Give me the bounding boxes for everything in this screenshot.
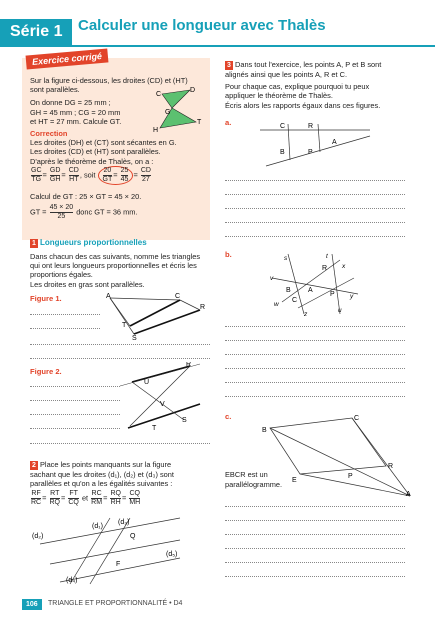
label-R: R — [186, 362, 192, 368]
answer-line[interactable] — [225, 222, 405, 223]
label-R: R — [388, 463, 394, 470]
correction-line: Les droites (DH) et (CT) sont sécantes en G. — [30, 138, 177, 148]
label-R: R — [322, 265, 328, 272]
statement-line: GH = 45 mm ; CG = 20 mm — [30, 107, 121, 117]
label-B: B — [262, 427, 267, 434]
figure-1 — [100, 290, 210, 342]
ex3-line: Écris alors les rapports égaux dans ces figures. — [225, 100, 381, 110]
case-c-label: c. — [225, 412, 232, 421]
label-y: y — [350, 293, 354, 300]
label-C: C — [354, 415, 360, 422]
answer-line[interactable] — [225, 562, 405, 563]
answer-line[interactable] — [225, 506, 405, 507]
correction-line: D'après le théorème de Thalès, on a : — [30, 156, 154, 166]
answer-line[interactable] — [30, 314, 100, 315]
answer-line[interactable] — [30, 443, 210, 444]
label-x: x — [342, 263, 346, 270]
header-rule — [0, 45, 435, 47]
ex1-heading — [30, 238, 147, 248]
answer-line[interactable] — [225, 382, 405, 383]
label-B: B — [280, 149, 285, 156]
label-A: A — [308, 287, 313, 294]
ex2-figure — [30, 514, 190, 586]
statement-line: sont parallèles. — [30, 85, 80, 95]
ex2-line: sachant que les droites (d₁), (d₂) et (d₃) sont — [30, 470, 174, 479]
label-d5: (d₅) — [166, 551, 178, 558]
ex1-title: Longueurs proportionnelles — [40, 238, 147, 247]
answer-line[interactable] — [225, 340, 405, 341]
figure-2 — [110, 362, 210, 432]
answer-line[interactable] — [30, 344, 210, 345]
answer-line[interactable] — [30, 358, 210, 359]
statement-line: On donne DG = 25 mm ; — [30, 98, 111, 108]
series-tab: Série 1 — [0, 19, 72, 45]
ex2-line: parallèles et qu'on a les égalités suivantes : — [30, 479, 173, 489]
label-A: A — [106, 293, 111, 300]
label-d1: (d₁) — [92, 523, 103, 530]
ex1-line: proportions égales. — [30, 270, 93, 280]
answer-line[interactable] — [225, 236, 405, 237]
label-w: w — [274, 301, 279, 308]
label-F: F — [116, 561, 121, 568]
statement-line: Sur la figure ci-dessous, les droites (CD) et (HT) — [30, 76, 188, 85]
calc-line-2: GT = $\frac{45 \times 20}{25}$ donc GT = 36 mm. — [30, 204, 138, 220]
ex2-equalities: $\frac{RF}{RC}$ = $\frac{RT}{RQ}$ = $\frac{FT}{CQ}$ et $\frac{RC}{RM}$ = $\frac{RQ}{RH}$ = $\frac{CQ}{MH}$ — [31, 490, 141, 506]
answer-line[interactable] — [225, 520, 405, 521]
label-H: H — [153, 127, 159, 134]
ex2-number: 2 — [30, 461, 38, 470]
ex1-number: 1 — [30, 239, 38, 248]
ex2-line: Place les points manquants sur la figure — [40, 460, 172, 469]
ex1-line: qui ont leurs longueurs proportionnelles et écris les — [30, 261, 197, 271]
label-D: D — [190, 87, 196, 94]
ex1-line: Les droites en gras sont parallèles. — [30, 279, 145, 289]
correction-line: Les droites (CD) et (HT) sont parallèles. — [30, 147, 161, 157]
corrected-badge: Exercice corrigé — [26, 48, 109, 69]
label-G: G — [165, 109, 171, 116]
answer-line[interactable] — [225, 368, 405, 369]
label-d4: (d₄) — [66, 577, 78, 584]
c-note-line: EBCR est un — [225, 470, 268, 479]
ex3-line: alignés ainsi que les points A, R et C. — [225, 70, 348, 79]
ex2-statement — [30, 460, 174, 488]
label-V: V — [160, 401, 165, 408]
ex3-line: appliquer le théorème de Thalès. — [225, 91, 333, 101]
label-U: U — [144, 379, 150, 386]
answer-line[interactable] — [225, 326, 405, 327]
label-v: v — [270, 275, 274, 282]
label-t: t — [326, 253, 328, 260]
answer-line[interactable] — [225, 180, 405, 181]
label-C: C — [280, 123, 286, 130]
label-R: R — [200, 304, 206, 311]
answer-line[interactable] — [225, 194, 405, 195]
answer-line[interactable] — [30, 414, 120, 415]
ex3-line: Pour chaque cas, explique pourquoi tu peux — [225, 82, 370, 92]
thales-bowtie-figure — [150, 86, 210, 136]
label-P: P — [330, 291, 335, 298]
label-B: B — [286, 287, 291, 294]
label-T: T — [122, 322, 127, 329]
label-R: R — [308, 123, 314, 130]
answer-line[interactable] — [225, 208, 405, 209]
label-s: s — [284, 255, 288, 262]
case-a-figure — [260, 114, 380, 170]
ex1-statement — [30, 252, 200, 289]
page-title: Calculer une longueur avec Thalès — [78, 17, 326, 34]
label-u: u — [338, 307, 342, 314]
label-d3: (d₃) — [118, 519, 130, 526]
label-P: P — [308, 149, 313, 156]
label-C: C — [292, 297, 298, 304]
ex3-statement — [225, 60, 381, 110]
case-a-label: a. — [225, 118, 232, 127]
label-Q: Q — [130, 533, 136, 540]
label-d2: (d₂) — [32, 533, 44, 540]
page-number: 106 — [22, 599, 42, 610]
fig2-label: Figure 2. — [30, 367, 62, 376]
correction-title: Correction — [30, 129, 68, 139]
c-note-line: parallélogramme. — [225, 480, 283, 489]
label-S: S — [182, 417, 187, 424]
label-T: T — [197, 119, 202, 126]
footer-text: TRIANGLE ET PROPORTIONNALITÉ • D4 — [48, 600, 183, 607]
ratio-line: $\frac{GC}{TG}$ = $\frac{GD}{GH}$ = $\frac{CD}{HT}$ , soit $\frac{20}{GT}$ = $\frac{25}{45}$ = $\frac{CD}{27}$ — [31, 167, 151, 183]
statement-line: et HT = 27 mm. Calcule GT. — [30, 116, 122, 126]
label-C: C — [175, 293, 181, 300]
label-P: P — [348, 473, 353, 480]
label-T: T — [152, 425, 157, 432]
label-C: C — [156, 91, 162, 98]
label-z: z — [304, 311, 308, 318]
case-c-figure — [260, 412, 420, 500]
label-A: A — [332, 139, 337, 146]
answer-line[interactable] — [30, 386, 120, 387]
label-A: A — [406, 491, 411, 498]
answer-line[interactable] — [30, 400, 120, 401]
answer-line[interactable] — [225, 534, 405, 535]
calc-line-1: Calcul de GT : 25 × GT = 45 × 20. — [30, 192, 142, 201]
case-b-label: b. — [225, 250, 232, 259]
answer-line[interactable] — [30, 428, 120, 429]
answer-line[interactable] — [30, 328, 100, 329]
ex1-line: Dans chacun des cas suivants, nomme les triangles — [30, 252, 201, 261]
ex3-number: 3 — [225, 61, 233, 70]
label-E: E — [292, 477, 297, 484]
answer-line[interactable] — [225, 548, 405, 549]
answer-line[interactable] — [225, 576, 405, 577]
answer-line[interactable] — [225, 396, 405, 397]
case-b-figure — [268, 250, 368, 318]
label-S: S — [132, 335, 137, 342]
ex3-line: Dans tout l'exercice, les points A, P et B sont — [235, 60, 382, 69]
answer-line[interactable] — [225, 354, 405, 355]
fig1-label: Figure 1. — [30, 294, 62, 303]
